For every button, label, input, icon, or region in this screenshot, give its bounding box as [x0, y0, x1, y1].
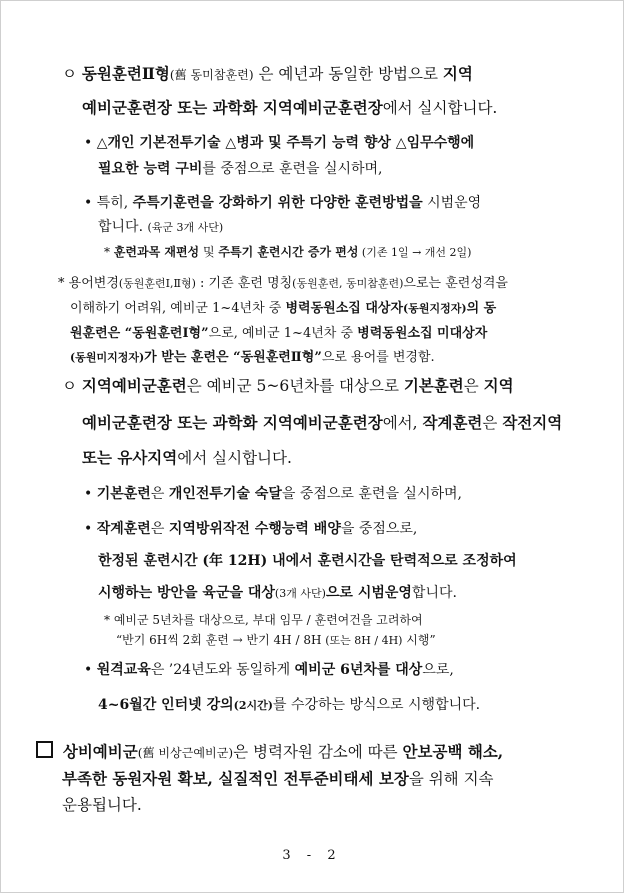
b2c-l1: 예비군 5년차를 대상으로, 부대 임무 / 훈련여건을 고려하여: [113, 613, 423, 627]
b2d-text-2: 으로,: [422, 662, 454, 678]
b3-text-1: 은 병력자원 감소에 따른: [233, 743, 403, 761]
b2b-small: (3개 사단): [274, 587, 326, 600]
b2-line-3: [82, 446, 292, 468]
b1a-bold-1: △개인 기본전투기술 △병과 및 주특기 능력 향상 △임무수행에: [96, 135, 475, 151]
b2-text-1: 은 예비군 5~6년차를 대상으로: [186, 377, 404, 395]
b1b-line-2: [98, 216, 223, 236]
note-line-1: [58, 272, 508, 291]
b1c-text-1: 및: [199, 245, 219, 259]
b1b-line-1: [84, 192, 481, 212]
dot-bullet-icon: •: [84, 486, 93, 502]
b2b-text-2: 을 중점으로,: [340, 521, 418, 537]
b2-text-2: 은: [463, 377, 484, 395]
b1c-bold-1: 훈련과목 재편성: [113, 245, 200, 259]
note-l4-bold: 가 받는 훈련은 “동원훈련Ⅱ형”: [144, 350, 322, 365]
b1-bold-1: 동원훈련Ⅱ형: [81, 64, 170, 83]
b2c-line-1: [104, 611, 423, 628]
b3-paren: (舊 비상근예비군): [137, 746, 234, 760]
b2b-bold-4: 시행하는 방안을 육군을 대상: [98, 585, 275, 601]
b2-line-2: [82, 411, 562, 433]
b1-paren: (舊 동미참훈련): [169, 68, 254, 82]
note-l1-small-2: (동원훈련, 동미참훈련): [292, 277, 404, 290]
star-icon: *: [104, 613, 110, 627]
square-bullet-icon: [36, 741, 53, 758]
b2d-bold-3-small: (2시간): [233, 699, 273, 712]
b1a-text-1: 를 중점으로 훈련을 실시하며,: [202, 161, 383, 177]
b2-bold-3: 지역: [483, 376, 514, 395]
b2d-line-2: [98, 694, 480, 714]
dot-bullet-icon: •: [84, 521, 93, 537]
b2b-text-1: 은: [150, 521, 169, 537]
b2a-bold-1: 기본훈련: [96, 486, 151, 502]
b1-bold-3: 예비군훈련장 또는 과학화 지역예비군훈련장: [82, 98, 383, 117]
dot-bullet-icon: •: [84, 662, 93, 678]
b2d-bold-1: 원격교육: [96, 662, 151, 678]
b2c-l2-small: (또는 8H / 4H): [325, 634, 403, 647]
note-l4-a: 으로 용어를 변경함.: [321, 350, 435, 365]
b3-bold-3: 부족한 동원자원 확보, 실질적인 전투준비태세 보장: [62, 769, 409, 788]
dot-bullet-icon: •: [84, 135, 93, 151]
note-l3-a: 으로, 예비군 1~4년차 중: [208, 326, 358, 341]
b2b-line-3: [98, 582, 457, 602]
note-l1-a: 용어변경: [68, 276, 119, 291]
b2-bold-5: 작계훈련: [422, 413, 483, 432]
b1a-line-2: [98, 158, 383, 178]
b3-line-3: [62, 793, 142, 815]
b2-text-5: 에서 실시합니다.: [177, 449, 292, 467]
b1b-bold-1: 주특기훈련을 강화하기 위한 다양한 훈련방법을: [132, 195, 423, 211]
b2a-text-1: 은: [150, 486, 169, 502]
b3-line-2: [62, 767, 494, 789]
b2b-line-1: [84, 518, 417, 538]
b2-text-3: 에서,: [382, 414, 423, 432]
b1b-text-1: 특히,: [96, 195, 133, 211]
b2a-line: [84, 483, 462, 503]
note-line-3: [70, 322, 487, 341]
star-icon: *: [104, 245, 110, 259]
note-l1-b: : 기존 훈련 명칭: [195, 276, 293, 291]
b1a-bold-2: 필요한 능력 구비: [98, 161, 203, 177]
b3-text-2: 을 위해 지속: [408, 770, 494, 788]
b3-bold-2: 안보공백 해소,: [402, 742, 504, 761]
b2-bold-1: 지역예비군훈련: [81, 376, 187, 395]
page-number: 3 - 2: [282, 848, 342, 863]
b1a-line-1: [84, 132, 474, 152]
b1-bold-2: 지역: [442, 64, 473, 83]
b2c-l2-a: “반기 6H씩 2회 훈련 → 반기 4H / 8H: [116, 633, 326, 647]
b1-text-2: 에서 실시합니다.: [382, 99, 498, 117]
note-l2-small: (동원지정자): [403, 302, 467, 315]
note-l2-a: 이해하기 어려워, 예비군 1~4년차 중: [70, 301, 286, 316]
b2-text-4: 은: [482, 414, 503, 432]
note-l3-bold-1: 원훈련은 “동원훈련Ⅰ형”: [70, 326, 209, 341]
note-line-4: [70, 346, 435, 365]
b2-bold-4: 예비군훈련장 또는 과학화 지역예비군훈련장: [82, 413, 383, 432]
star-icon: *: [58, 276, 65, 291]
b1b-text-3: 합니다.: [98, 219, 148, 235]
note-l2-bold-2: 의 동: [466, 301, 497, 316]
b2d-bold-3: 4~6월간 인터넷 강의: [98, 697, 234, 713]
note-l1-small-1: (동원훈련Ⅰ,Ⅱ형): [118, 277, 196, 290]
b2-line-1: [62, 374, 514, 396]
b1-text-1: 은 예년과 동일한 방법으로: [253, 65, 443, 83]
b1b-small: (육군 3개 사단): [147, 221, 224, 234]
b2c-l2-b: 시행”: [402, 633, 436, 647]
dot-bullet-icon: •: [84, 195, 93, 211]
b2b-bold-5: 으로 시범운영: [325, 585, 412, 601]
note-l3-bold-2: 병력동원소집 미대상자: [357, 326, 488, 341]
b2-bold-6: 작전지역: [502, 413, 563, 432]
circle-bullet-icon: ㅇ: [62, 65, 77, 83]
note-line-2: [70, 297, 496, 316]
b3-bold-1: 상비예비군: [62, 742, 138, 761]
b1-line-2: [82, 96, 497, 118]
b2d-text-1: 은 ’24년도와 동일하게: [150, 662, 295, 678]
b2a-bold-2: 개인전투기술 숙달: [168, 486, 282, 502]
b2-bold-2: 기본훈련: [403, 376, 464, 395]
b1b-text-2: 시범운영: [422, 195, 482, 211]
b2-bold-7: 또는 유사지역: [82, 448, 178, 467]
b2c-line-2: [116, 631, 436, 648]
b1-line-1: [62, 62, 473, 84]
b1c-line: [104, 243, 471, 260]
b2b-text-3: 합니다.: [411, 585, 457, 601]
b1c-small: (기존 1일 → 개선 2일): [358, 246, 472, 259]
note-l2-bold: 병력동원소집 대상자: [285, 301, 404, 316]
note-l4-small: (동원미지정자): [70, 351, 145, 364]
b3-line-1: [36, 740, 503, 762]
b1c-bold-2: 주특기 훈련시간 증가 편성: [218, 245, 359, 259]
b2b-bold-2: 지역방위작전 수행능력 배양: [168, 521, 341, 537]
b2d-bold-2: 예비군 6년차를 대상: [294, 662, 423, 678]
b2b-line-2: [98, 550, 517, 570]
note-l1-c: 으로는 훈련성격을: [403, 276, 508, 291]
b2d-line-1: [84, 659, 454, 679]
circle-bullet-icon: ㅇ: [62, 377, 77, 395]
b2b-bold-1: 작계훈련: [96, 521, 151, 537]
b2a-text-2: 을 중점으로 훈련을 실시하며,: [281, 486, 462, 502]
b3-text-3: 운용됩니다.: [62, 796, 142, 814]
b2d-text-3: 를 수강하는 방식으로 시행합니다.: [272, 697, 481, 713]
b2b-bold-3: 한정된 훈련시간 (年 12H) 내에서 훈련시간을 탄력적으로 조정하여: [98, 553, 517, 569]
